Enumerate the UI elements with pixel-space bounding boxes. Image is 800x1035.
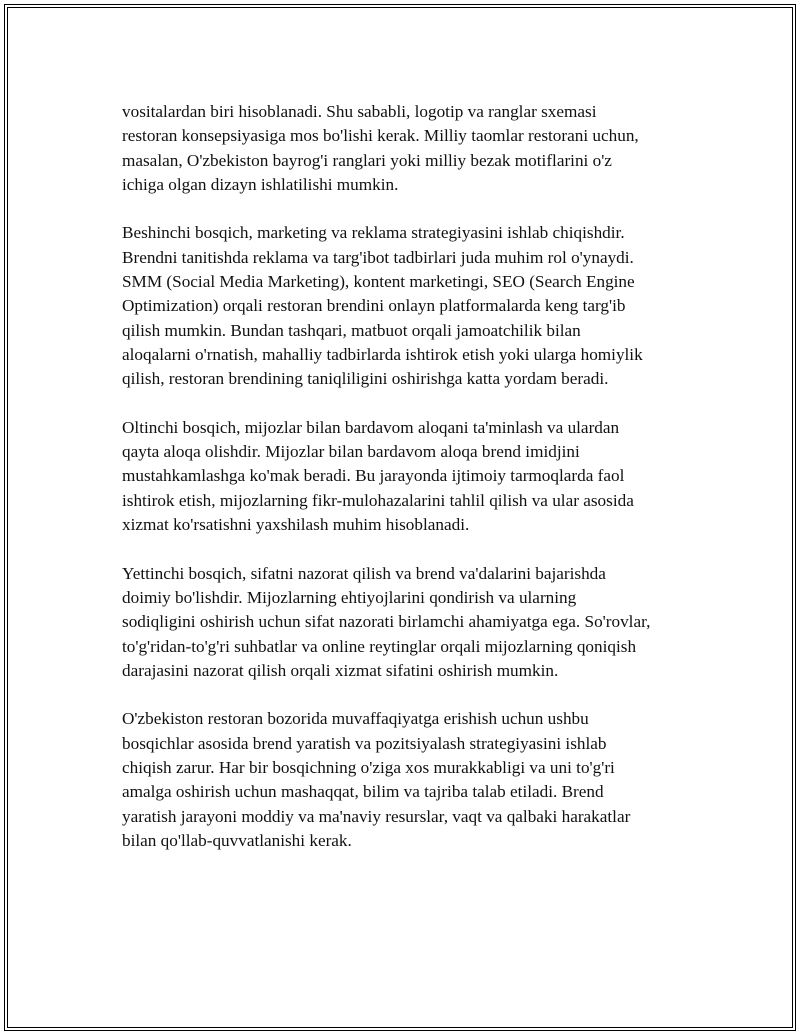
paragraph-sixth-stage: Oltinchi bosqich, mijozlar bilan bardavom aloqani ta'minlash va ulardan qayta aloqa olishdir. Mijozlar bilan bardavom aloqa brend imidjini mustahkamlashga ko'mak beradi. Bu jarayonda ijtimoiy tarmoqlarda faol ishtirok etish, mijozlarning fikr-mulohazalarini tahlil qilish va ular asosida xizmat ko'rsatishni yaxshilash muhim hisoblanadi. [122,417,634,535]
paragraph-conclusion: O'zbekiston restoran bozorida muvaffaqiyatga erishish uchun ushbu bosqichlar asosida brend yaratish va pozitsiyalash strategiyasini ishlab chiqish zarur. Har bir bosqichning o'ziga xos murakkabligi va uni to'g'ri amalga oshirish uchun mashaqqat, bilim va tajriba talab etiladi. Brend yaratish jarayoni moddiy va ma'naviy resurslar, vaqt va qalbaki harakatlar bilan qo'llab-quvvatlanishi kerak. [122,709,631,850]
paragraph-fifth-stage: Beshinchi bosqich, marketing va reklama strategiyasini ishlab chiqishdir. Brendni tanitishda reklama va targ'ibot tadbirlari juda muhim rol o'ynaydi. SMM (Social Media Marketing), kontent marketingi, SEO (Search Engine Optimization) orqali restoran brendini onlayn platformalarda keng targ'ib qilish mumkin. Bundan tashqari, matbuot orqali jamoatchilik bilan aloqalarni o'rnatish, mahalliy tadbirlarda ishtirok etish yoki ularga homiylik qilish, restoran brendining taniqliligini oshirishga katta yordam beradi. [122,223,643,389]
document-body [122,100,712,878]
paragraph-branding-design: vositalardan biri hisoblanadi. Shu sababli, logotip va ranglar sxemasi restoran konsepsiyasiga mos bo'lishi kerak. Milliy taomlar restorani uchun, masalan, O'zbekiston bayrog'i ranglari yoki milliy bezak motiflarini o'z ichiga olgan dizayn ishlatilishi mumkin. [122,102,639,194]
page-border [4,4,796,1031]
paragraph-seventh-stage: Yettinchi bosqich, sifatni nazorat qilish va brend va'dalarini bajarishda doimiy bo'lishdir. Mijozlarning ehtiyojlarini qondirish va ularning sodiqligini oshirish uchun sifat nazorati birlamchi ahamiyatga ega. So'rovlar, to'g'ridan-to'g'ri suhbatlar va online reytinglar orqali mijozlarning qoniqish darajasini nazorat qilish orqali xizmat sifatini oshirish mumkin. [122,563,651,680]
